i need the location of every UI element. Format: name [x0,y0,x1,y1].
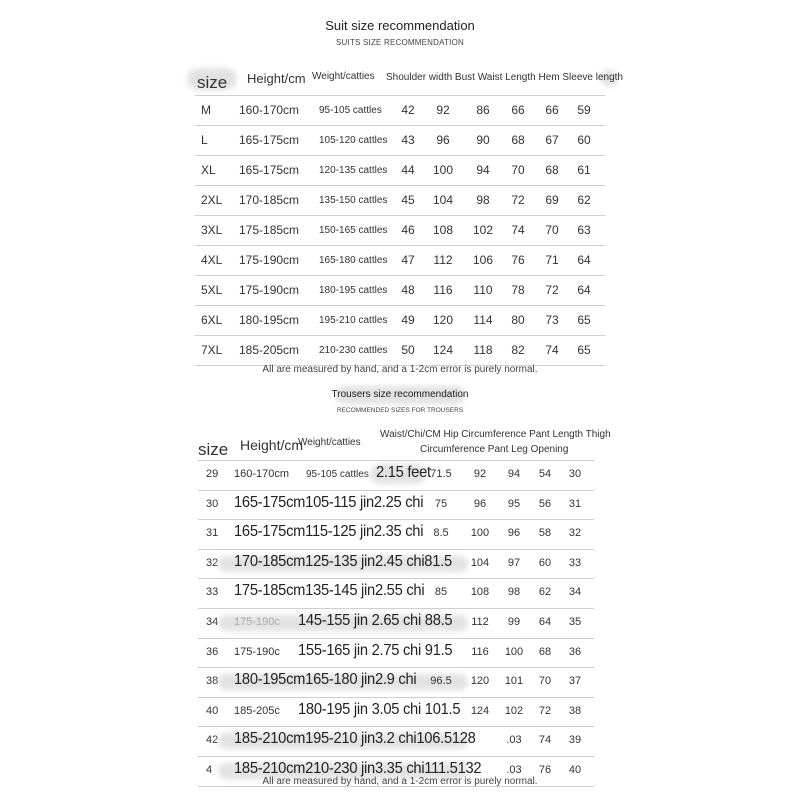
cell-length: 98 [507,586,521,599]
trousers-subtitle: RECOMMENDED SIZES FOR TROUSERS [336,407,464,414]
cell-leg: 30 [568,468,582,480]
cell-hip: 96 [473,497,487,510]
cell-thigh: 74 [538,734,552,747]
cell-height: 185-205cm [239,343,300,357]
cell-leg: 31 [568,497,582,510]
cell-weight: 165-180 cattles [319,255,388,266]
cell-thigh: 72 [538,704,552,717]
trousers-title: Trousers size recommendation [331,389,469,400]
cell-overlay: 145-155 jin 2.65 chi 88.5 [298,611,453,629]
cell-weight: 180-195 cattles [319,285,388,296]
cell-size: 33 [206,586,219,599]
cell-length: 94 [507,468,521,480]
cell-bust: 108 [432,223,454,237]
cell-waist: 102 [472,223,494,237]
table-row [195,125,605,155]
cell-bust: 92 [436,103,450,117]
header-height: Height/cm [247,71,306,86]
table-row [198,460,594,490]
cell-sleeve: 65 [577,313,591,327]
table-row [198,638,594,668]
cell-height: 160-170cm [234,468,290,480]
suit-note: All are measured by hand, and a 1-2cm error is purely normal. [262,364,538,375]
cell-weight: 195-210 cattles [319,315,388,326]
cell-weight: 105-120 cattles [319,135,388,146]
cell-thigh: 54 [538,468,552,480]
cell-length: 74 [511,223,525,237]
cell-size: 31 [206,527,219,540]
suit-size-table [195,65,623,366]
cell-length: 76 [511,253,525,267]
cell-shoulder: 50 [401,343,415,357]
cell-shoulder: 46 [401,223,415,237]
cell-bust: 104 [432,193,454,207]
cell-leg: 40 [568,763,582,776]
cell-overlay: 180-195 jin 3.05 chi 101.5 [298,700,461,718]
table-row [198,519,594,549]
cell-size: 32 [206,556,219,569]
suit-subtitle: SUITS SIZE RECOMMENDATION [336,38,464,47]
cell-size: 2XL [201,193,223,207]
cell-leg: 37 [568,675,582,688]
cell-bust: 120 [432,313,454,327]
cell-leg: 39 [568,734,582,747]
cell-bust: 116 [433,283,453,297]
table-row [195,95,605,125]
cell-weight: 210-230 cattles [319,345,388,356]
cell-leg: 38 [568,704,582,717]
cell-hem: 73 [545,313,559,327]
table-row [195,245,605,275]
cell-length: 96 [507,527,521,540]
cell-thigh: 70 [538,675,552,688]
table-row [198,490,594,520]
cell-height: 175-190c [234,645,280,658]
table-row [198,578,594,608]
trousers-table-header [198,428,611,460]
cell-height: 185-205c [234,704,280,717]
cell-sleeve: 64 [577,283,591,297]
cell-hem: 74 [545,343,559,357]
cell-bust: 100 [432,163,454,177]
cell-hip: 120 [470,675,490,688]
cell-waist: 110 [473,283,493,297]
cell-hem: 69 [545,193,559,207]
cell-shoulder: 43 [401,133,415,147]
cell-leg: 32 [568,527,582,540]
cell-size: 5XL [201,283,223,297]
cell-size: 42 [206,734,219,747]
cell-sleeve: 59 [577,103,591,117]
cell-size: 40 [206,704,219,717]
cell-waist-cm: 75 [434,497,448,510]
cell-leg: 35 [568,615,582,628]
cell-bust: 124 [432,343,454,357]
cell-hem: 71 [545,253,559,267]
cell-waist: 106 [472,253,494,267]
table-row [198,726,594,756]
cell-size: 34 [206,615,219,628]
table-row [198,608,594,638]
cell-sleeve: 60 [577,133,591,147]
cell-length: 68 [511,133,525,147]
cell-overlay: 170-185cm125-135 jin2.45 chi81.5 [234,552,452,570]
cell-hip: 100 [470,527,490,540]
cell-waist-cm: 8.5 [433,527,449,540]
table-row [198,549,594,579]
header-measurements-1: Waist/Chi/CM Hip Circumference Pant Length Thigh [380,429,611,440]
cell-weight: 95-105 cattles [306,469,369,480]
cell-height: 165-175cm [239,133,300,147]
cell-size: 4XL [201,253,223,267]
cell-bust: 96 [436,133,450,147]
cell-thigh: 60 [538,556,552,569]
table-row [195,335,605,366]
cell-hip: 116 [471,645,489,658]
header-weight: Weight/catties [298,437,361,448]
cell-leg: 33 [568,556,582,569]
cell-size: XL [201,163,216,177]
cell-length: 100 [504,645,524,658]
cell-shoulder: 47 [401,253,415,267]
cell-sleeve: 62 [577,193,591,207]
table-row [195,215,605,245]
cell-overlay: 180-195cm165-180 jin2.9 chi [234,671,417,689]
cell-thigh: 56 [538,497,552,510]
cell-size: 7XL [201,343,223,357]
cell-size: 4 [206,763,213,776]
cell-thigh: 68 [538,645,552,658]
cell-waist: 118 [473,343,493,357]
cell-overlay: 175-185cm135-145 jin2.55 chi [234,582,425,600]
cell-sleeve: 64 [577,253,591,267]
cell-waist-cm: 96.5 [430,675,452,688]
cell-sleeve: 63 [577,223,591,237]
cell-length: 66 [511,103,525,117]
cell-height: 175-185cm [239,223,300,237]
header-size: size [197,73,228,92]
cell-overlay: 185-210cm195-210 jin3.2 chi106.5128 [234,730,476,748]
cell-shoulder: 48 [401,283,415,297]
cell-length: 82 [511,343,525,357]
cell-size: 6XL [201,313,223,327]
cell-waist: 90 [476,133,490,147]
cell-size: L [201,133,208,147]
cell-waist: 98 [476,193,490,207]
cell-thigh: 64 [538,615,552,628]
cell-waist-cm: 85 [434,586,448,599]
cell-height: 175-190cm [239,253,300,267]
cell-shoulder: 44 [401,163,415,177]
cell-hem: 68 [545,163,559,177]
cell-weight: 95-105 cattles [319,105,382,116]
cell-hip: 92 [473,468,487,480]
cell-length: 101 [504,675,524,688]
cell-size: M [201,103,211,117]
cell-length: 97 [507,556,521,569]
table-row [195,275,605,305]
cell-length: 70 [511,163,525,177]
cell-length: 72 [511,193,525,207]
cell-length: .03 [506,734,522,747]
cell-height: 180-195cm [239,313,300,327]
cell-length: 99 [507,615,521,628]
header-measurements: Shoulder width Bust Waist Length Hem Sleeve length [386,72,623,83]
cell-thigh: 58 [538,527,552,540]
cell-weight: 120-135 cattles [319,165,388,176]
suit-table-header [195,65,623,95]
cell-hem: 66 [545,103,559,117]
cell-thigh: 76 [538,763,552,776]
cell-size: 3XL [201,223,223,237]
cell-overlay: 155-165 jin 2.75 chi 91.5 [298,641,453,659]
cell-height: 175-190cm [239,283,300,297]
header-height: Height/cm [240,437,304,453]
cell-height: 170-185cm [239,193,300,207]
cell-hip: 112 [471,615,489,628]
cell-sleeve: 65 [577,343,591,357]
cell-weight: 135-150 cattles [319,195,388,206]
cell-size: 30 [206,497,219,510]
table-row [195,155,605,185]
trousers-note: All are measured by hand, and a 1-2cm error is purely normal. [262,776,538,787]
cell-waist: 114 [473,313,493,327]
table-row [198,697,594,727]
cell-waist: 86 [476,103,490,117]
cell-hem: 67 [545,133,559,147]
cell-waist-feet: 2.15 feet [376,464,431,481]
table-row [195,185,605,215]
cell-hem: 72 [545,283,559,297]
cell-overlay: 165-175cm105-115 jin2.25 chi [234,493,424,511]
cell-overlay: 185-210cm210-230 jin3.35 chi111.5132 [234,759,482,777]
header-size: size [198,440,229,459]
cell-hip: 108 [470,586,490,599]
cell-length: 80 [511,313,525,327]
cell-size: 29 [206,468,219,480]
cell-bust: 112 [433,253,453,267]
cell-hip: 124 [470,704,490,717]
cell-length: 78 [511,283,525,297]
cell-waist: 94 [476,163,490,177]
cell-length: .03 [506,763,522,776]
cell-hem: 70 [545,223,559,237]
cell-size: 36 [206,645,219,658]
cell-length: 102 [504,704,524,717]
cell-length: 95 [507,497,521,510]
cell-shoulder: 45 [401,193,415,207]
cell-height: 160-170cm [239,103,300,117]
cell-thigh: 62 [538,586,552,599]
cell-shoulder: 49 [401,313,415,327]
cell-waist-cm: 71.5 [430,468,452,480]
cell-size: 38 [206,675,219,688]
cell-weight: 150-165 cattles [319,225,388,236]
suit-title: Suit size recommendation [325,18,475,33]
cell-sleeve: 61 [577,163,591,177]
cell-height: 165-175cm [239,163,300,177]
cell-hip: 104 [470,556,490,569]
header-weight: Weight/catties [312,71,375,82]
cell-shoulder: 42 [401,103,415,117]
header-measurements-2: Circumference Pant Leg Opening [420,444,569,455]
trousers-size-table [198,428,611,787]
table-row [195,305,605,335]
table-row [198,667,594,697]
cell-leg: 36 [568,645,582,658]
cell-leg: 34 [568,586,582,599]
cell-overlay: 165-175cm115-125 jin2.35 chi [234,523,424,541]
